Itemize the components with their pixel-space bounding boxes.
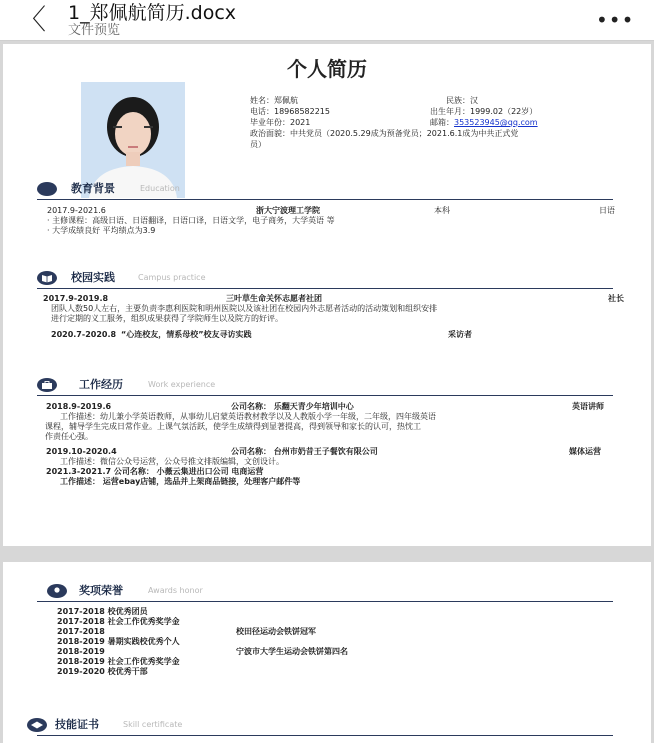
section-campus-practice [37, 271, 613, 289]
section-awards [37, 584, 613, 602]
award-item-4: 2018-2019 暑期实践校优秀个人 [57, 637, 180, 646]
skills-heading: 技能证书 [55, 718, 99, 731]
book-icon [37, 271, 57, 285]
job3-desc: 工作描述： 运营ebay店铺，选品并上架商品链接，处理客户邮件等 [60, 477, 301, 486]
top-bar [0, 0, 654, 41]
file-preview-label: 文件预览 [68, 23, 121, 38]
info-politics: 政治面貌：中共党员（2020.5.29成为预备党员；2021.6.1成为中共正式党 [250, 129, 519, 138]
award-item-6: 2018-2019 社会工作优秀奖学金 [57, 657, 180, 666]
section-education [37, 182, 613, 200]
work-heading: 工作经历 [79, 378, 123, 391]
campus-role-2: 采访者 [448, 330, 472, 339]
info-grad-year: 毕业年份：2021 [250, 118, 311, 127]
document-page-1 [3, 44, 651, 546]
job2-company: 公司名称： 台州市奶昔王子餐饮有限公司 [231, 447, 378, 456]
award-item-3: 2017-2018 [57, 627, 105, 636]
job2-desc: 工作描述：微信公众号运营，公众号推文排版编辑，文创设计。 [60, 457, 284, 466]
section-divider [37, 288, 613, 289]
award-right-2: 宁波市大学生运动会铁饼第四名 [236, 647, 348, 656]
award-right-1: 校田径运动会铁饼冠军 [236, 627, 316, 636]
award-item-1: 2017-2018 校优秀团员 [57, 607, 148, 616]
section-work-experience [37, 378, 613, 396]
job3-line: 2021.3-2021.7 公司名称： 小薇云集进出口公司 电商运营 [46, 467, 264, 476]
file-name: 1_郑佩航简历.docx [68, 2, 237, 24]
job1-period: 2018.9-2019.6 [46, 402, 112, 411]
job1-desc-line3: 作责任心强。 [45, 432, 93, 441]
info-name: 姓名：郑佩航 [250, 96, 298, 105]
education-heading: 教育背景 [71, 182, 115, 195]
work-heading-en: Work experience [148, 380, 216, 389]
campus-desc-line1: 团队人数50人左右，主要负责李惠利医院和明州医院以及该社团在校园内外志愿者活动的活动策划和组织安排 [51, 304, 438, 313]
award-item-7: 2019-2020 校优秀干部 [57, 667, 148, 676]
education-icon [37, 182, 57, 196]
section-divider [37, 199, 613, 200]
job1-role: 英语讲师 [572, 402, 604, 411]
education-school: 浙大宁波理工学院 [256, 206, 320, 215]
campus-heading: 校园实践 [71, 271, 115, 284]
info-politics-cont: 员） [250, 140, 266, 149]
briefcase-icon [37, 378, 57, 392]
awards-heading: 奖项荣誉 [79, 584, 123, 597]
job1-desc-line1: 工作描述：幼儿兼小学英语教师，从事幼儿启蒙英语教材教学以及人教版小学一年级，二年级，四年级英语 [60, 412, 436, 421]
award-icon [47, 584, 67, 598]
job1-company: 公司名称： 乐翻天青少年培训中心 [231, 402, 354, 411]
campus-activity-2: “心连校友，情系母校”校友寻访实践 [121, 330, 252, 339]
campus-desc-line2: 进行定期的义工服务，组织成果获得了学院师生以及院方的好评。 [51, 314, 283, 323]
resume-title: 个人简历 [287, 57, 367, 81]
campus-role: 社长 [608, 294, 624, 303]
campus-org: 三叶草生命关怀志愿者社团 [226, 294, 322, 303]
more-options-icon[interactable]: ••• [596, 8, 635, 32]
info-birth: 出生年月：1999.02（22岁） [430, 107, 538, 116]
education-gpa: · 大学成绩良好 平均绩点为3.9 [47, 226, 156, 235]
back-chevron-icon[interactable]: 〈 [18, 4, 47, 35]
awards-heading-en: Awards honor [148, 586, 203, 595]
education-courses: · 主修课程：高级日语、日语翻译，日语口译，日语文学，电子商务，大学英语 等 [47, 216, 335, 225]
education-heading-en: Education [140, 184, 180, 193]
certificate-icon [27, 718, 47, 732]
education-major: 日语 [599, 206, 615, 215]
education-period: 2017.9-2021.6 [47, 206, 106, 215]
job1-desc-line2: 课程，辅导学生完成日常作业。上课气氛活跃，使学生成绩得到显著提高，得到领导和家长的认可，热忱工 [45, 422, 421, 431]
info-phone: 电话：18968582215 [250, 107, 330, 116]
section-divider [37, 601, 613, 602]
education-degree: 本科 [434, 206, 450, 215]
email-link[interactable]: 353523945@qq.com [454, 118, 538, 127]
document-page-2 [3, 562, 651, 743]
campus-heading-en: Campus practice [138, 273, 206, 282]
info-email: 邮箱：353523945@qq.com [430, 118, 538, 127]
award-item-2: 2017-2018 社会工作优秀奖学金 [57, 617, 180, 626]
campus-period: 2017.9-2019.8 [43, 294, 109, 303]
section-divider [37, 735, 613, 736]
campus-period-2: 2020.7-2020.8 [51, 330, 117, 339]
section-divider [37, 395, 613, 396]
job2-role: 媒体运营 [569, 447, 601, 456]
skills-heading-en: Skill certificate [123, 720, 183, 729]
info-ethnicity: 民族：汉 [446, 96, 478, 105]
profile-photo [81, 82, 185, 198]
job2-period: 2019.10-2020.4 [46, 447, 117, 456]
award-item-5: 2018-2019 [57, 647, 105, 656]
section-skills [37, 718, 613, 736]
